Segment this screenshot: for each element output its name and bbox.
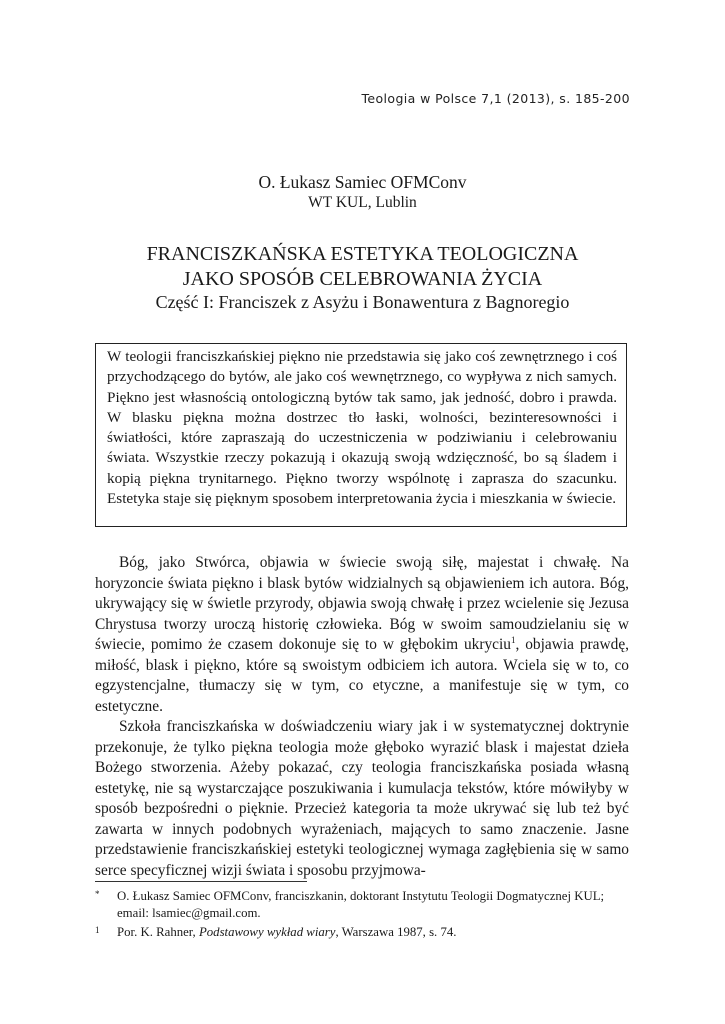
footnote-ref-1: 1 — [510, 634, 516, 645]
paragraph-1-part-a: Bóg, jako Stwórca, objawia w świecie swoją siłę, majestat i chwałę. Na horyzoncie świata piękno i blask bytów widzialnych są objawieniem ich autora. Bóg, ukrywający się w świetle przyrody, objawia swoją chwałę i przez wcielenie się Jezusa Chrystusa tworzy uroczą historię człowieka. Bóg w swoim samoudzielaniu się w świecie, pomimo że czasem dokonuje się to w głębokim ukryciu — [95, 554, 629, 653]
abstract-box — [95, 343, 627, 527]
author-affiliation: WT KUL, Lublin — [308, 194, 417, 211]
footnote-mark: * — [95, 889, 100, 899]
paragraph-1 — [95, 553, 629, 717]
footnotes — [95, 888, 629, 944]
footnote-text — [117, 924, 629, 941]
paragraph-1-part-b: , objawia prawdę, miłość, blask i piękno, które są swoistym odbiciem ich autora. Wciela się w to, co egzystencjalne, tłumaczy się w tym, co etyczne, a manifestuje się w tym, co estetyczne. — [95, 636, 629, 715]
footnote-citation-prefix: Por. K. Rahner, — [117, 925, 199, 939]
author-name: O. Łukasz Samiec OFMConv — [258, 172, 467, 192]
footnote-book-title: Podstawowy wykład wiary — [198, 925, 336, 939]
footnote-citation-suffix: , Warszawa 1987, s. 74. — [335, 925, 457, 939]
article-title — [0, 242, 725, 292]
title-line-1: FRANCISZKAŃSKA ESTETYKA TEOLOGICZNA — [146, 243, 579, 265]
title-line-2: JAKO SPOSÓB CELEBROWANIA ŻYCIA — [182, 268, 543, 290]
footnote-mark: 1 — [95, 925, 100, 935]
footnote-divider — [95, 881, 307, 882]
abstract-text: W teologii franciszkańskiej piękno nie przedstawia się jako coś zewnętrznego i coś przychodzącego do bytów, ale jako coś wewnętrznego, co wypływa z nich samych. Piękno jest własnością ontologiczną bytów tak samo, jak jedność, dobro i prawda. W blasku piękna można dostrzec tło łaski, wolności, bezinteresowności i światłości, które zapraszają do uczestniczenia w podziwianiu i celebrowaniu świata. Wszystkie rzeczy pokazują i okazują swoją wdzięczność, bo są śladem i kopią piękna trynitarnego. Piękno tworzy wspólnotę i zaprasza do szacunku. Estetyka staje się pięknym sposobem interpretowania życia i mieszkania w świecie. — [107, 348, 617, 508]
article-subtitle: Część I: Franciszek z Asyżu i Bonawentura z Bagnoregio — [155, 292, 570, 312]
footnote-text: O. Łukasz Samiec OFMConv, franciszkanin, doktorant Instytutu Teologii Dogmatycznej KUL; email: lsamiec@gmail.com. — [117, 889, 605, 920]
body-text — [95, 553, 629, 881]
paragraph-2: Szkoła franciszkańska w doświadczeniu wiary jak i w systematycznej doktrynie przekonuje, że tylko piękna teologia może głęboko wyrazić blask i majestat dzieła Bożego stworzenia. Ażeby pokazać, czy teologia franciszkańska posiada własną estetykę, nie są wystarczające poszukiwania i kumulacja tekstów, które mówiłyby w sposób bezpośredni o pięknie. Przecież kategoria ta może ukrywać się lub też być zawarta w innych podobnych wyrażeniach, mających to samo znaczenie. Jasne przedstawienie franciszkańskiej estetyki teologicznej wymaga zagłębienia się w samo serce specyficznej wizji świata i sposobu przyjmowa- — [95, 718, 629, 879]
footnote-author — [95, 888, 629, 921]
footnote-1 — [95, 924, 629, 941]
running-header: Teologia w Polsce 7,1 (2013), s. 185-200 — [361, 91, 630, 106]
